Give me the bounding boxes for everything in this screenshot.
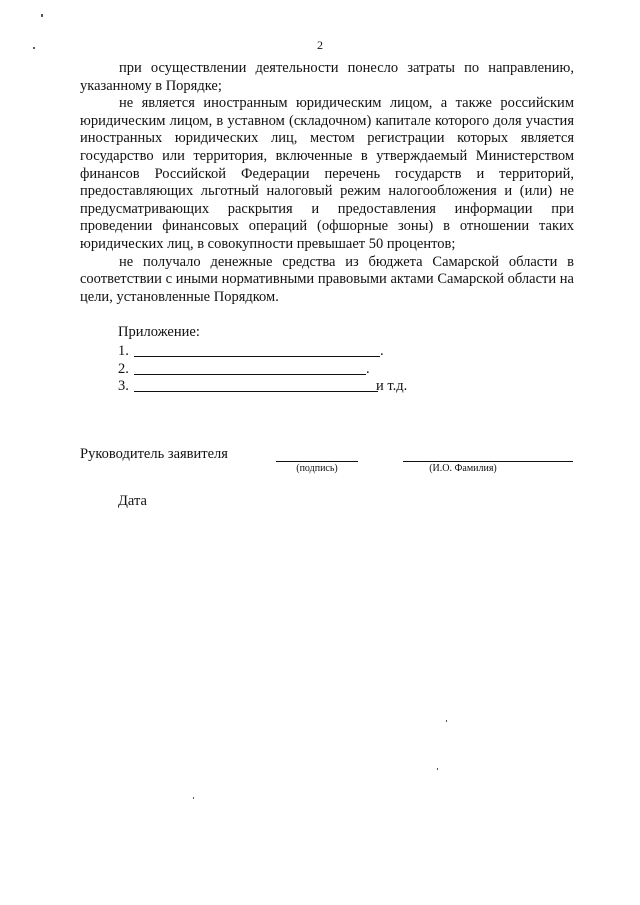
- signature-caption: (подпись): [296, 463, 338, 474]
- appendix-item-suffix: и т.д.: [376, 378, 408, 394]
- appendix-item-number: 3.: [118, 378, 129, 394]
- signature-line[interactable]: [276, 461, 358, 462]
- scan-speck: [446, 720, 447, 722]
- paragraph-not-foreign-entity: не является иностранным юридическим лицом, а также российским юридическим лицом, в уставном (складочном) капитале которого доля участия иностранных юридических лиц, местом регистрации которых является государство или территория, включенные в утверждаемый Министерством финансов Российской Федерации перечень государств и территорий, предоставляющих льготный налоговый режим налогообложения и (или) не предусматривающих раскрытия и предоставления информации при проведении финансовых операций (офшорные зоны) в отношении таких юридических лиц, в совокупности превышает 50 процентов;: [80, 95, 574, 252]
- appendix-item: [118, 342, 384, 360]
- scan-speck: [41, 14, 43, 17]
- name-caption: (И.О. Фамилия): [429, 463, 497, 474]
- scan-speck: [437, 768, 438, 770]
- date-label: Дата: [118, 493, 147, 509]
- body-text: [80, 60, 574, 306]
- appendix-title: Приложение:: [118, 324, 200, 340]
- appendix-blank-line[interactable]: [134, 391, 378, 392]
- paragraph-no-budget-funds: не получало денежные средства из бюджета Самарской области в соответствии с иными нормативными правовыми актами Самарской области на цели, установленные Порядком.: [80, 253, 574, 305]
- appendix-item-number: 1.: [118, 343, 129, 359]
- appendix-item-suffix: .: [366, 361, 370, 377]
- appendix-item: [118, 377, 408, 395]
- appendix-item: [118, 360, 370, 378]
- appendix-item-suffix: .: [380, 343, 384, 359]
- appendix-blank-line[interactable]: [134, 356, 380, 357]
- name-line[interactable]: [403, 461, 573, 462]
- scan-speck: [193, 797, 194, 799]
- page-number: 2: [317, 38, 323, 52]
- paragraph-expenses: при осуществлении деятельности понесло затраты по направлению, указанному в Порядке;: [80, 60, 574, 94]
- appendix-item-number: 2.: [118, 361, 129, 377]
- appendix-blank-line[interactable]: [134, 374, 366, 375]
- signature-label: Руководитель заявителя: [80, 446, 228, 462]
